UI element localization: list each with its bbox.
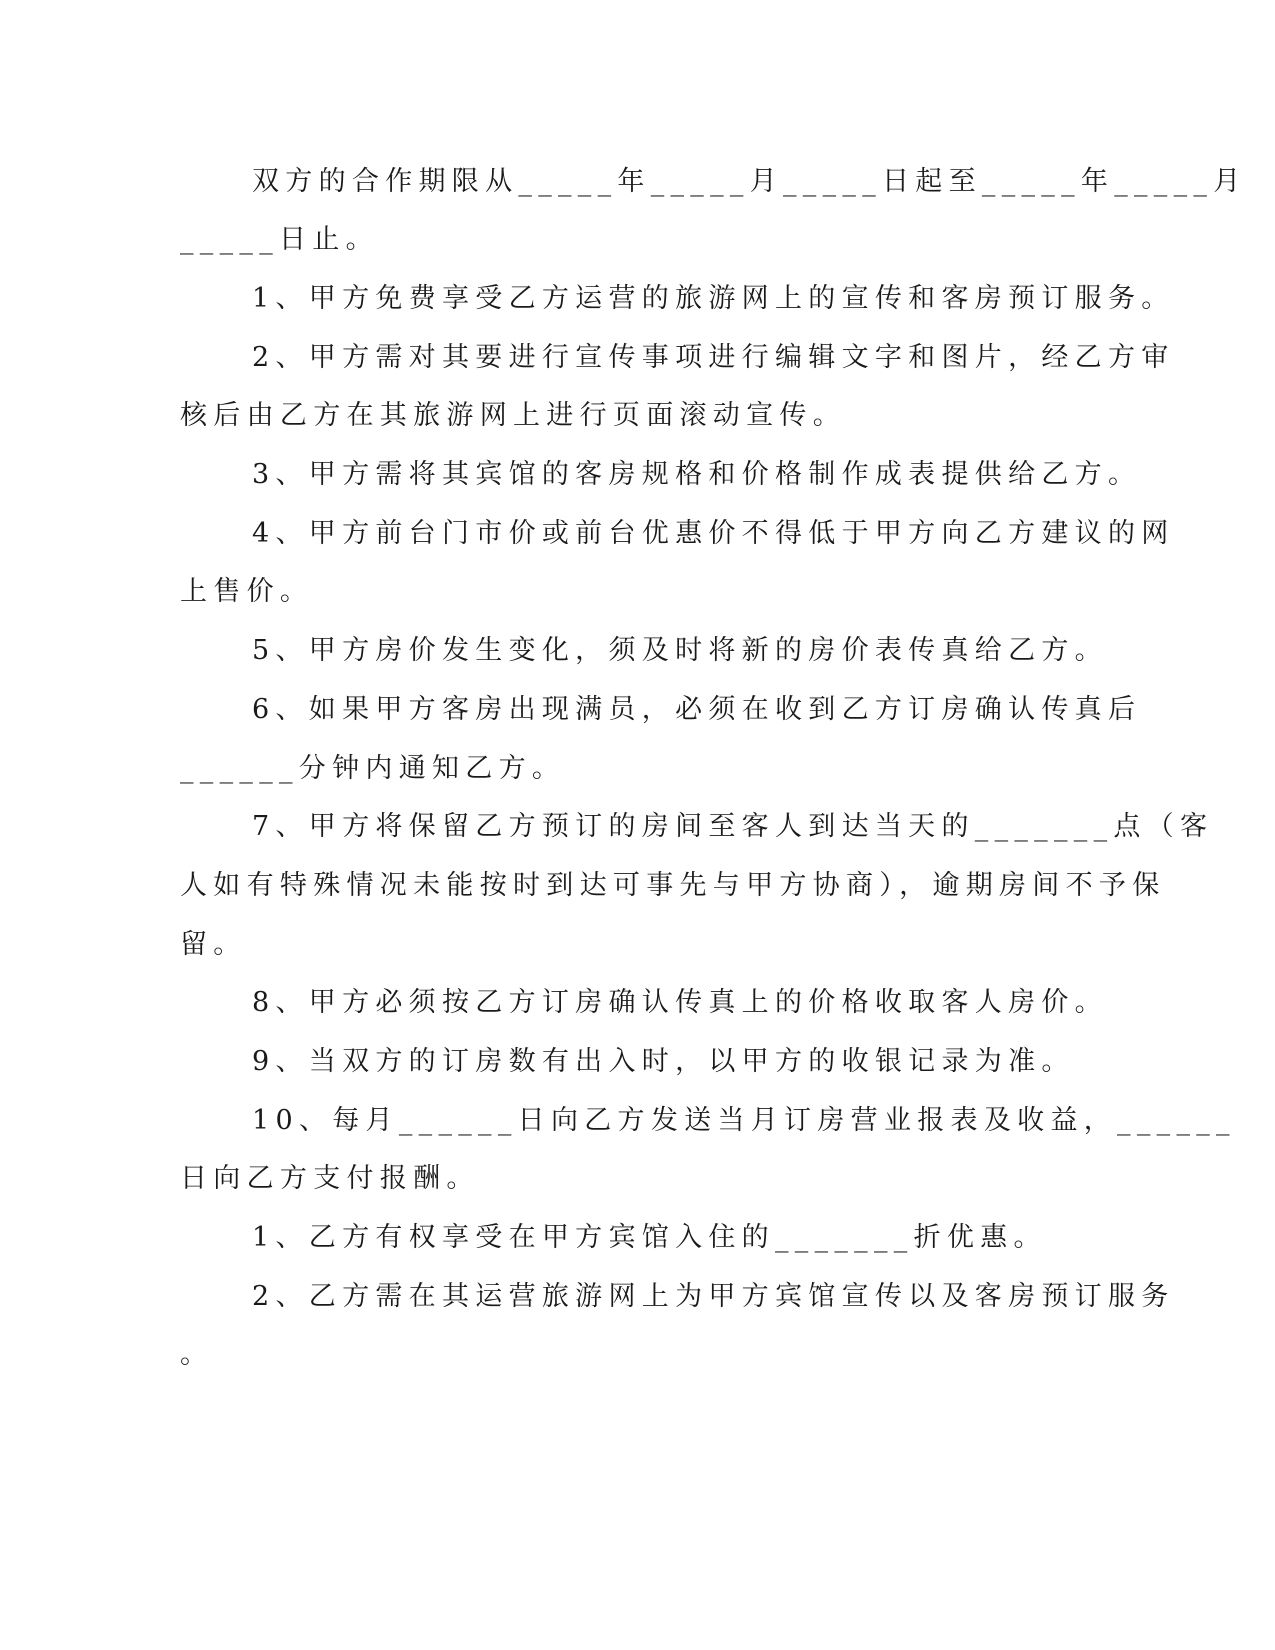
party-a-clause-4-line-2: 上售价。 bbox=[180, 576, 314, 607]
party-b-clause-2-line-1: 2、乙方需在其运营旅游网上为甲方宾馆宣传以及客房预订服务 bbox=[252, 1281, 1175, 1312]
party-a-clause-7-line-1: 7、甲方将保留乙方预订的房间至客人到达当天的_______点（客 bbox=[252, 811, 1214, 842]
party-b-clause-2-line-2: 。 bbox=[180, 1339, 214, 1370]
party-a-clause-5: 5、甲方房价发生变化，须及时将新的房价表传真给乙方。 bbox=[252, 635, 1108, 666]
party-a-clause-4-line-1: 4、甲方前台门市价或前台优惠价不得低于甲方向乙方建议的网 bbox=[252, 518, 1175, 549]
party-b-clause-1: 1、乙方有权享受在甲方宾馆入住的_______折优惠。 bbox=[252, 1222, 1047, 1253]
party-a-clause-2-line-2: 核后由乙方在其旅游网上进行页面滚动宣传。 bbox=[180, 400, 846, 431]
party-a-clause-9: 9、当双方的订房数有出入时，以甲方的收银记录为准。 bbox=[252, 1046, 1075, 1077]
party-a-clause-2-line-1: 2、甲方需对其要进行宣传事项进行编辑文字和图片，经乙方审 bbox=[252, 342, 1175, 373]
cooperation-period-line-1: 双方的合作期限从_____年_____月_____日起至_____年_____月 bbox=[252, 166, 1247, 197]
party-a-clause-3: 3、甲方需将其宾馆的客房规格和价格制作成表提供给乙方。 bbox=[252, 459, 1142, 490]
party-a-clause-6-line-2: ______分钟内通知乙方。 bbox=[180, 753, 566, 784]
party-a-clause-10-line-1: 10、每月______日向乙方发送当月订房营业报表及收益，______ bbox=[252, 1105, 1236, 1136]
party-a-clause-1: 1、甲方免费享受乙方运营的旅游网上的宣传和客房预订服务。 bbox=[252, 283, 1175, 314]
party-a-clause-7-line-2: 人如有特殊情况未能按时到达可事先与甲方协商），逾期房间不予保 bbox=[180, 870, 1166, 901]
cooperation-period-line-2: _____日止。 bbox=[180, 224, 379, 255]
party-a-clause-8: 8、甲方必须按乙方订房确认传真上的价格收取客人房价。 bbox=[252, 987, 1108, 1018]
party-a-clause-6-line-1: 6、如果甲方客房出现满员，必须在收到乙方订房确认传真后 bbox=[252, 694, 1142, 725]
party-a-clause-7-line-3: 留。 bbox=[180, 929, 247, 960]
party-a-clause-10-line-2: 日向乙方支付报酬。 bbox=[180, 1163, 480, 1194]
